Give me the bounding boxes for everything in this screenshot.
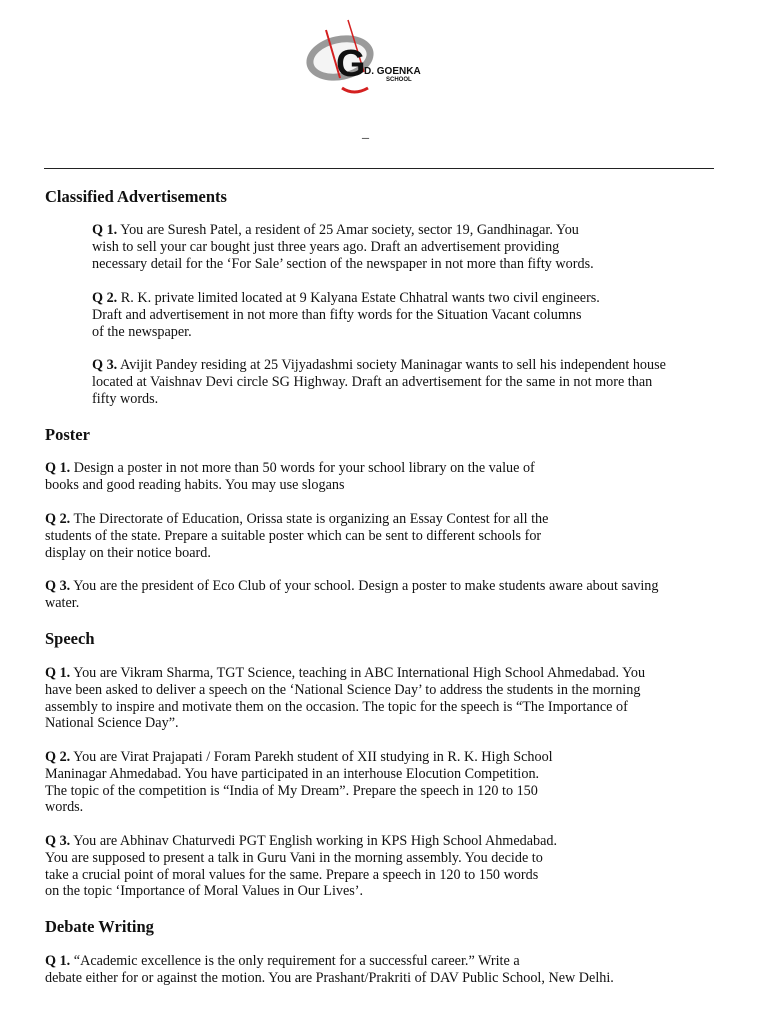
- poster-question-1: [45, 460, 535, 494]
- speech-question-1: [45, 665, 645, 732]
- question-text: words.: [45, 799, 84, 816]
- header-dash: _: [362, 126, 369, 141]
- question-label: Q 3.: [92, 357, 118, 373]
- question-text: fifty words.: [92, 390, 159, 407]
- question-text: Maninagar Ahmedabad. You have participated in an interhouse Elocution Competition.: [45, 765, 540, 782]
- speech-question-3: [45, 833, 557, 900]
- classified-question-2: [92, 290, 600, 340]
- question-text: R. K. private limited located at 9 Kalyana Estate Chhatral wants two civil engineers.: [117, 290, 600, 306]
- question-text: Design a poster in not more than 50 words for your school library on the value of: [70, 460, 535, 476]
- school-logo: [296, 18, 456, 100]
- question-label: Q 2.: [45, 511, 71, 527]
- question-text: Avijit Pandey residing at 25 Vijyadashmi society Maninagar wants to sell his independent house: [117, 357, 666, 373]
- question-text: National Science Day”.: [45, 715, 179, 732]
- question-label: Q 1.: [92, 222, 118, 238]
- question-text: necessary detail for the ‘For Sale’ section of the newspaper in not more than fifty words.: [92, 255, 594, 272]
- section-title-poster: Poster: [45, 425, 90, 444]
- logo-letter: G: [336, 43, 366, 85]
- question-text: You are Abhinav Chaturvedi PGT English working in KPS High School Ahmedabad.: [70, 833, 558, 849]
- poster-question-2: [45, 511, 548, 561]
- question-text: take a crucial point of moral values for the same. Prepare a speech in 120 to 150 words: [45, 866, 539, 883]
- question-label: Q 1.: [45, 665, 71, 681]
- question-text: books and good reading habits. You may use slogans: [45, 476, 345, 493]
- section-title-classified: Classified Advertisements: [45, 187, 227, 206]
- question-text: on the topic ‘Importance of Moral Values in Our Lives’.: [45, 883, 364, 900]
- section-title-debate: Debate Writing: [45, 917, 154, 936]
- question-text: water.: [45, 594, 80, 611]
- question-text: The Directorate of Education, Orissa state is organizing an Essay Contest for all the: [70, 511, 549, 527]
- classified-question-1: [92, 222, 594, 272]
- logo-name: D. GOENKA: [364, 66, 421, 77]
- classified-question-3: [92, 357, 666, 407]
- question-label: Q 2.: [45, 749, 71, 765]
- poster-question-3: [45, 578, 659, 612]
- question-text: Draft and advertisement in not more than fifty words for the Situation Vacant columns: [92, 306, 582, 323]
- question-text: You are supposed to present a talk in Guru Vani in the morning assembly. You decide to: [45, 849, 543, 866]
- logo-sub: SCHOOL: [386, 77, 412, 83]
- question-text: You are Virat Prajapati / Foram Parekh student of XII studying in R. K. High School: [70, 749, 553, 765]
- question-text: display on their notice board.: [45, 544, 211, 561]
- question-text: You are the president of Eco Club of your school. Design a poster to make students aware about saving: [70, 578, 659, 594]
- question-text: The topic of the competition is “India of My Dream”. Prepare the speech in 120 to 150: [45, 782, 538, 799]
- question-text: located at Vaishnav Devi circle SG Highway. Draft an advertisement for the same in not more than: [92, 373, 653, 390]
- question-text: students of the state. Prepare a suitable poster which can be sent to different schools for: [45, 527, 542, 544]
- question-text: debate either for or against the motion. You are Prashant/Prakriti of DAV Public School, New Delhi.: [45, 969, 614, 986]
- question-label: Q 3.: [45, 833, 71, 849]
- section-title-speech: Speech: [45, 629, 95, 648]
- question-text: You are Vikram Sharma, TGT Science, teaching in ABC International High School Ahmedabad. You: [70, 665, 646, 681]
- question-text: “Academic excellence is the only requirement for a successful career.” Write a: [70, 953, 520, 969]
- question-text: You are Suresh Patel, a resident of 25 Amar society, sector 19, Gandhinagar. You: [117, 222, 579, 238]
- debate-question-1: [45, 953, 614, 987]
- question-text: have been asked to deliver a speech on the ‘National Science Day’ to address the students in the morning: [45, 681, 641, 698]
- question-label: Q 1.: [45, 460, 71, 476]
- question-label: Q 1.: [45, 953, 71, 969]
- speech-question-2: [45, 749, 553, 816]
- question-label: Q 2.: [92, 290, 118, 306]
- question-label: Q 3.: [45, 578, 71, 594]
- school-logo-mark: [296, 18, 456, 100]
- question-text: of the newspaper.: [92, 323, 192, 340]
- question-text: assembly to inspire and motivate them on the occasion. The topic for the speech is “The Importance of: [45, 698, 628, 715]
- header-rule: [44, 168, 714, 169]
- question-text: wish to sell your car bought just three years ago. Draft an advertisement providing: [92, 238, 560, 255]
